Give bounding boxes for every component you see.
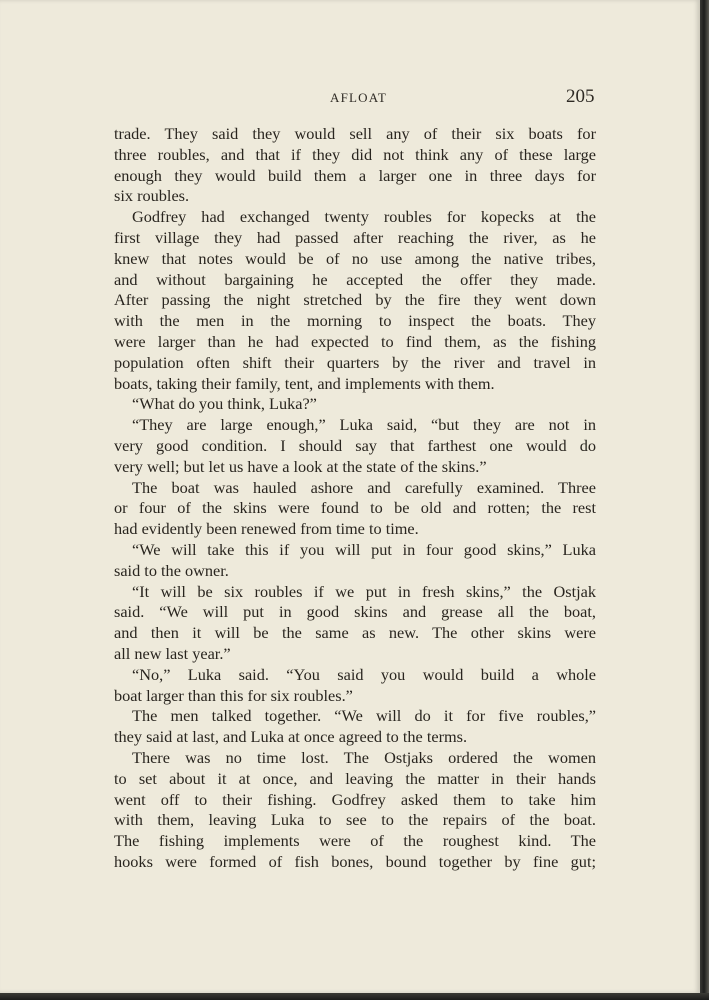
text-line: The men talked together. “We will do it for five roubles,” (132, 706, 596, 726)
text-line: After passing the night stretched by the fire they went down (114, 290, 596, 310)
text-line: to set about it at once, and leaving the matter in their hands (114, 768, 596, 788)
text-line: “What do you think, Luka?” (132, 394, 317, 414)
text-line: The boat was hauled ashore and carefully examined. Three (132, 477, 596, 497)
text-line: enough they would build them a larger one in three days for (114, 165, 596, 185)
text-line: or four of the skins were found to be old and rotten; the rest (114, 498, 596, 518)
text-line: and then it will be the same as new. The other skins were (114, 623, 596, 643)
page-edge-right (700, 0, 709, 1000)
text-line: hooks were formed of fish bones, bound together by fine gut; (114, 851, 596, 871)
text-line: knew that notes would be of no use among the native tribes, (114, 248, 596, 268)
text-line: population often shift their quarters by the river and travel in (114, 352, 596, 372)
text-line: trade. They said they would sell any of their six boats for (114, 124, 596, 143)
text-line: “No,” Luka said. “You said you would build a whole (132, 664, 596, 684)
text-line: with them, leaving Luka to see to the repairs of the boat. (114, 810, 596, 830)
text-line: said to the owner. (114, 560, 229, 580)
page-header (0, 88, 700, 110)
running-head: AFLOAT (330, 90, 388, 105)
text-line: were larger than he had expected to find them, as the fishing (114, 331, 596, 351)
text-line: “It will be six roubles if we put in fresh skins,” the Ostjak (132, 581, 596, 601)
text-line: “We will take this if you will put in four good skins,” Luka (132, 539, 596, 559)
text-line: Godfrey had exchanged twenty roubles for kopecks at the (132, 207, 596, 227)
text-line: very good condition. I should say that farthest one would do (114, 435, 596, 455)
page-edge-bottom (0, 993, 709, 1000)
text-line: three roubles, and that if they did not think any of these large (114, 144, 596, 164)
body-text (114, 124, 596, 873)
text-line: boats, taking their family, tent, and implements with them. (114, 373, 495, 393)
text-line: very well; but let us have a look at the state of the skins.” (114, 456, 487, 476)
text-line: six roubles. (114, 186, 190, 206)
text-line: with the men in the morning to inspect the boats. They (114, 311, 596, 331)
text-line: said. “We will put in good skins and grease all the boat, (114, 602, 596, 622)
text-line: “They are large enough,” Luka said, “but they are not in (132, 415, 596, 435)
text-line: There was no time lost. The Ostjaks ordered the women (132, 747, 596, 767)
text-line: and without bargaining he accepted the offer they made. (114, 269, 596, 289)
text-line: first village they had passed after reaching the river, as he (114, 227, 596, 247)
text-line: boat larger than this for six roubles.” (114, 685, 353, 705)
text-line: The fishing implements were of the roughest kind. The (114, 831, 596, 851)
text-line: they said at last, and Luka at once agreed to the terms. (114, 727, 468, 747)
text-line: went off to their fishing. Godfrey asked them to take him (114, 789, 596, 809)
text-line: had evidently been renewed from time to time. (114, 519, 419, 539)
page-number: 205 (566, 86, 595, 107)
text-line: all new last year.” (114, 643, 231, 663)
